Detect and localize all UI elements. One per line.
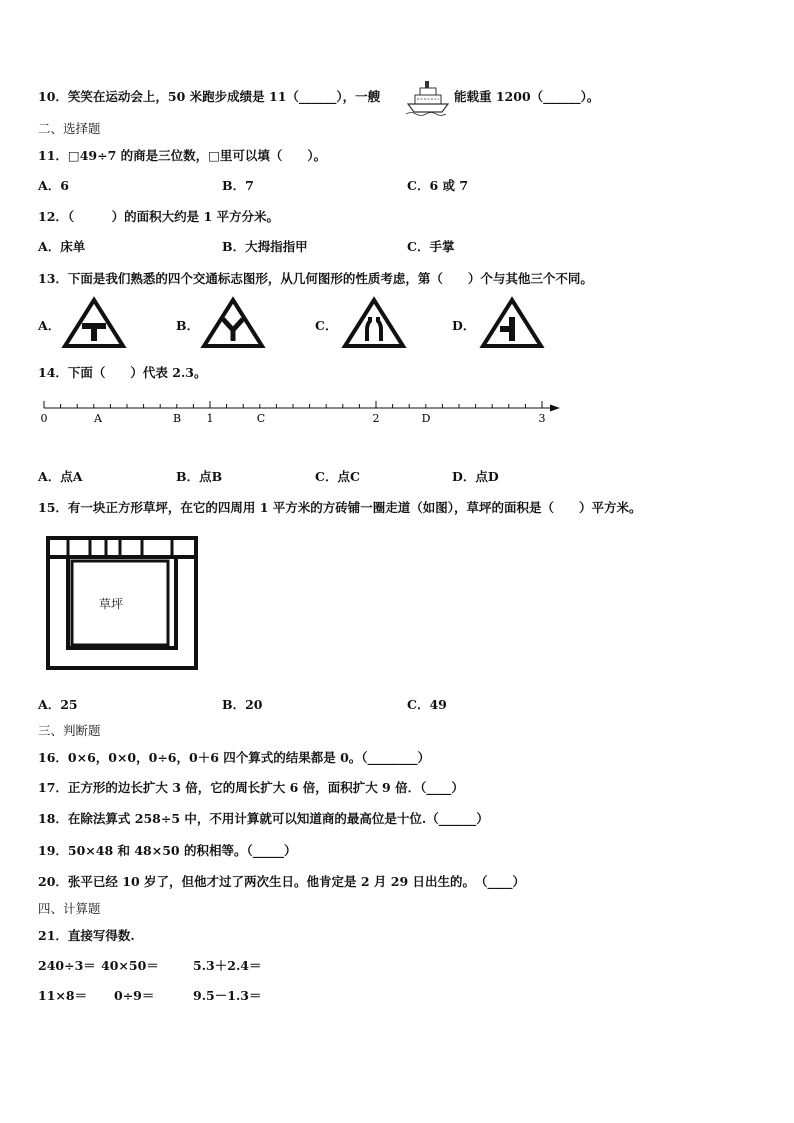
question-20-text: 20．张平已经 10 岁了，但他才过了两次生日。他肯定是 2 月 29 日出生的。 （____） [38, 874, 525, 889]
traffic-sign-road-narrows-icon [342, 297, 406, 349]
number-line-ticks [44, 401, 542, 408]
tick-label-2: 2 [372, 412, 380, 425]
traffic-sign-t-junction-icon [62, 297, 126, 349]
calc-item: 0÷9＝ [114, 988, 155, 1003]
q13-option-b[interactable]: B． [176, 318, 200, 333]
question-11-stem: 11．□49÷7 的商是三位数，□里可以填（ ）。 [38, 148, 327, 163]
tick-label-0: 0 [40, 412, 48, 425]
q13-option-c[interactable]: C． [315, 318, 338, 333]
calc-item: 9.5－1.3＝ [193, 988, 262, 1003]
q14-option-c[interactable]: C．点C [315, 469, 360, 484]
q14-option-d[interactable]: D．点D [452, 469, 499, 484]
point-label-a: A [94, 412, 102, 425]
number-line [38, 395, 568, 425]
q15-option-a[interactable]: A．25 [38, 697, 78, 712]
calc-item: 40×50＝ [101, 958, 159, 973]
q11-option-c[interactable]: C．6 或 7 [407, 178, 469, 193]
point-label-c: C [256, 412, 266, 425]
q13-option-a[interactable]: A． [38, 318, 61, 333]
question-13-stem: 13．下面是我们熟悉的四个交通标志图形，从几何图形的性质考虑，第（ ）个与其他三个不同。 [38, 271, 593, 286]
question-18-text: 18．在除法算式 258÷5 中，不用计算就可以知道商的最高位是十位.（______） [38, 811, 489, 826]
point-label-b: B [172, 412, 182, 425]
tick-label-1: 1 [206, 412, 214, 425]
q15-option-c[interactable]: C．49 [407, 697, 447, 712]
q11-option-a[interactable]: A．6 [38, 178, 69, 193]
calc-item: 5.3＋2.4＝ [193, 958, 262, 973]
section-heading-calculation: 四、计算题 [38, 901, 101, 916]
section-heading-choice: 二、选择题 [38, 121, 101, 136]
calc-item: 240÷3＝ [38, 958, 96, 973]
q12-option-a[interactable]: A．床单 [38, 239, 86, 254]
q13-option-d[interactable]: D． [452, 318, 476, 333]
traffic-sign-side-road-icon [480, 297, 544, 349]
question-15-stem: 15．有一块正方形草坪，在它的四周用 1 平方米的方砖铺一圈走道（如图），草坪的面积是（ ）平方米。 [38, 500, 642, 515]
q15-option-b[interactable]: B．20 [222, 697, 263, 712]
lawn-label: 草坪 [98, 597, 124, 611]
question-21-stem: 21．直接写得数. [38, 928, 135, 943]
question-12-stem: 12．（ ）的面积大约是 1 平方分米。 [38, 209, 280, 224]
question-16-text: 16．0×6，0×0，0÷6，0＋6 四个算式的结果都是 0。（________） [38, 750, 431, 765]
q11-option-b[interactable]: B．7 [222, 178, 254, 193]
q14-option-a[interactable]: A．点A [38, 469, 83, 484]
ship-icon [406, 78, 450, 116]
traffic-sign-y-junction-icon [201, 297, 265, 349]
question-17-text: 17．正方形的边长扩大 3 倍，它的周长扩大 6 倍，面积扩大 9 倍．（____） [38, 780, 464, 795]
calc-item: 11×8＝ [38, 988, 88, 1003]
question-19-text: 19．50×48 和 48×50 的积相等。（_____） [38, 843, 297, 858]
q12-option-b[interactable]: B．大拇指指甲 [222, 239, 308, 254]
question-10-text-end: 能载重 1200（______）。 [454, 89, 600, 104]
question-10-text: 10．笑笑在运动会上，50 米跑步成绩是 11（______），一艘 [38, 89, 381, 104]
lawn-figure [46, 536, 198, 670]
section-heading-judgement: 三、判断题 [38, 723, 101, 738]
q14-option-b[interactable]: B．点B [176, 469, 223, 484]
tick-label-3: 3 [538, 412, 546, 425]
question-14-stem: 14．下面（ ）代表 2.3。 [38, 365, 207, 380]
q12-option-c[interactable]: C．手掌 [407, 239, 455, 254]
point-label-d: D [421, 412, 431, 425]
